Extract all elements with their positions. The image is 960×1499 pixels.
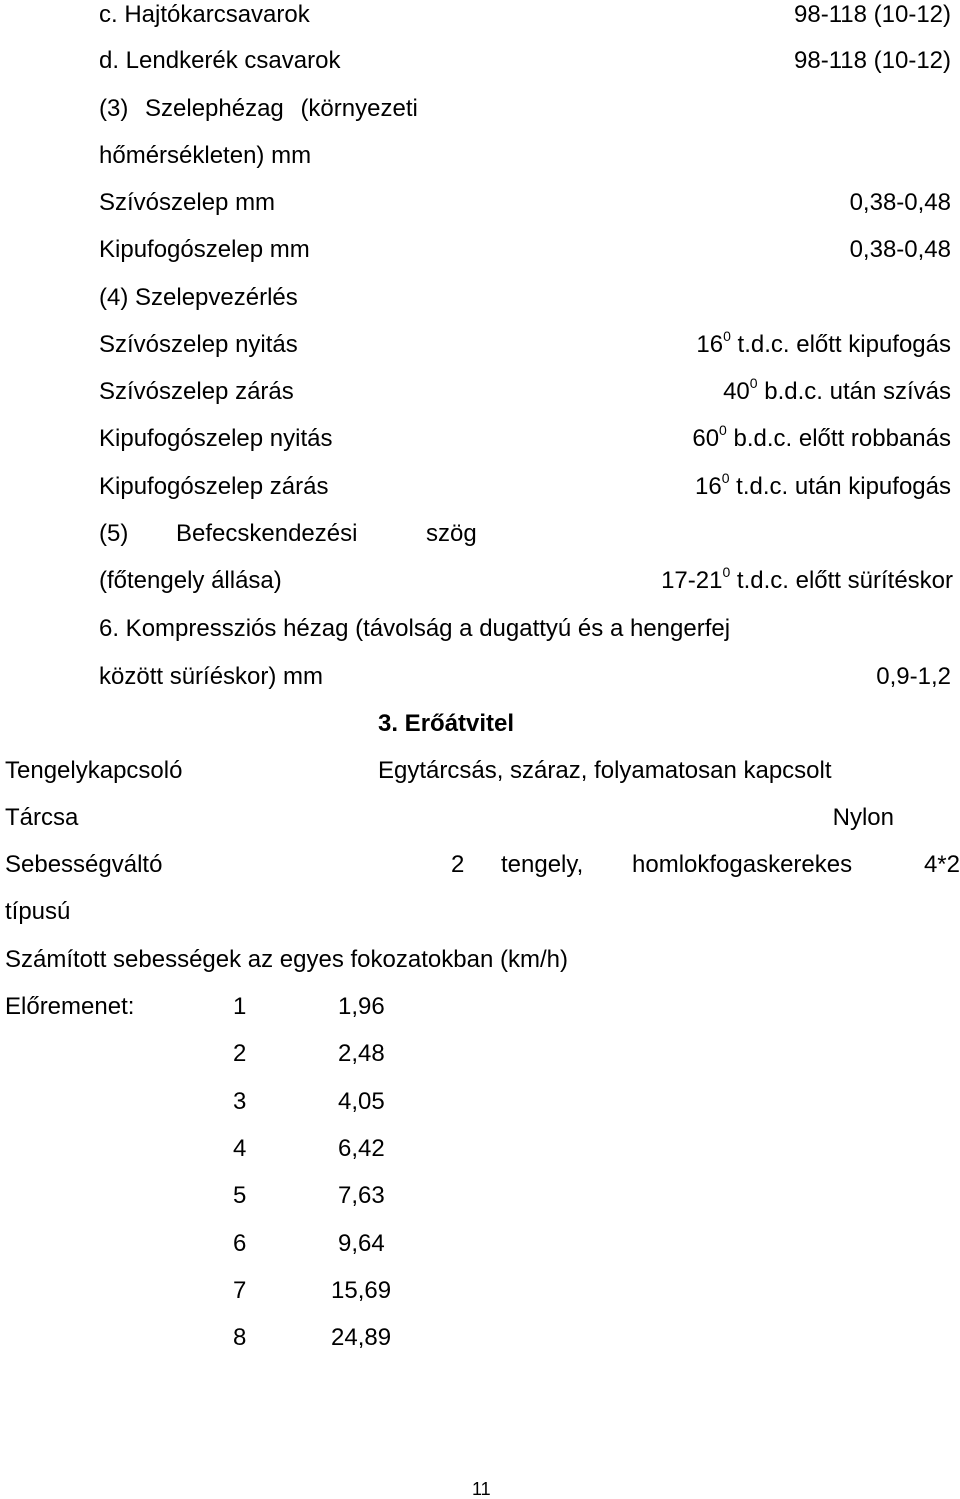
gear-speed: 7,63 bbox=[338, 1182, 385, 1209]
gear-number: 6 bbox=[233, 1230, 247, 1257]
valve-clearance-title-line2: hőmérsékleten) mm bbox=[99, 142, 312, 169]
forward-label: Előremenet: bbox=[5, 993, 135, 1020]
timing-label: Kipufogószelep zárás bbox=[99, 473, 329, 500]
gear-speed: 4,05 bbox=[338, 1088, 385, 1115]
gearbox-label: Sebességváltó bbox=[5, 851, 163, 878]
speeds-title: Számított sebességek az egyes fokozatokban (km/h) bbox=[5, 946, 568, 973]
timing-value: $16^0$ t.d.c. után kipufogás bbox=[695, 470, 951, 500]
gear-number: 1 bbox=[233, 993, 247, 1020]
compression-value: 0,9-1,2 bbox=[876, 663, 951, 690]
injection-title-word: Befecskendezési bbox=[176, 520, 358, 547]
intake-valve-value: 0,38-0,48 bbox=[849, 189, 951, 216]
rod-bolts-label: c. Hajtókarcsavarok bbox=[99, 1, 310, 28]
gear-speed: 1,96 bbox=[338, 993, 385, 1020]
injection-title-line2: (főtengely állása) bbox=[99, 567, 282, 594]
section-heading: 3. Erőátvitel bbox=[378, 710, 515, 737]
page-number: 11 bbox=[472, 1479, 491, 1499]
gear-speed: 15,69 bbox=[331, 1277, 392, 1304]
gearbox-value-cont: típusú bbox=[5, 898, 71, 925]
gear-speed: 9,64 bbox=[338, 1230, 385, 1257]
rod-bolts-value: 98-118 (10-12) bbox=[794, 1, 951, 28]
gear-speed: 2,48 bbox=[338, 1040, 385, 1067]
disc-value: Nylon bbox=[832, 804, 894, 831]
gear-number: 8 bbox=[233, 1324, 247, 1351]
gearbox-value-part: 2 bbox=[451, 851, 465, 878]
timing-value: $60^0$ b.d.c. előtt robbanás bbox=[692, 422, 951, 452]
valve-timing-title: (4) Szelepvezérlés bbox=[99, 284, 298, 311]
gear-number: 2 bbox=[233, 1040, 247, 1067]
gear-number: 3 bbox=[233, 1088, 247, 1115]
timing-label: Kipufogószelep nyitás bbox=[99, 425, 333, 452]
flywheel-bolts-value: 98-118 (10-12) bbox=[794, 47, 951, 74]
intake-valve-label: Szívószelep mm bbox=[99, 189, 276, 216]
gear-speed: 24,89 bbox=[331, 1324, 392, 1351]
injection-title-angle: szög bbox=[426, 520, 477, 547]
gear-speed: 6,42 bbox=[338, 1135, 385, 1162]
flywheel-bolts-label: d. Lendkerék csavarok bbox=[99, 47, 341, 74]
gearbox-value-part: homlokfogaskerekes bbox=[632, 851, 853, 878]
gear-number: 4 bbox=[233, 1135, 247, 1162]
compression-title-line2: között süríéskor) mm bbox=[99, 663, 324, 690]
compression-title-line1: 6. Kompressziós hézag (távolság a dugattyú és a hengerfej bbox=[99, 615, 731, 642]
exhaust-valve-value: 0,38-0,48 bbox=[849, 236, 951, 263]
valve-clearance-title-line1: (3) Szelephézag (környezeti bbox=[99, 95, 418, 122]
clutch-value: Egytárcsás, száraz, folyamatosan kapcsolt bbox=[378, 757, 832, 784]
gearbox-value-part: tengely, bbox=[501, 851, 584, 878]
clutch-label: Tengelykapcsoló bbox=[5, 757, 183, 784]
injection-value: $17-21^0$ t.d.c. előtt sürítéskor bbox=[661, 564, 953, 594]
gearbox-value-part: 4*2 bbox=[923, 851, 960, 878]
timing-value: $16^0$ t.d.c. előtt kipufogás bbox=[696, 328, 951, 358]
disc-label: Tárcsa bbox=[5, 804, 79, 831]
gear-number: 7 bbox=[233, 1277, 247, 1304]
timing-value: $40^0$ b.d.c. után szívás bbox=[723, 375, 951, 405]
timing-label: Szívószelep nyitás bbox=[99, 331, 298, 358]
gear-number: 5 bbox=[233, 1182, 247, 1209]
timing-label: Szívószelep zárás bbox=[99, 378, 294, 405]
injection-title-num: (5) bbox=[99, 520, 129, 547]
valve-clearance-title bbox=[99, 95, 418, 123]
exhaust-valve-label: Kipufogószelep mm bbox=[99, 236, 310, 263]
